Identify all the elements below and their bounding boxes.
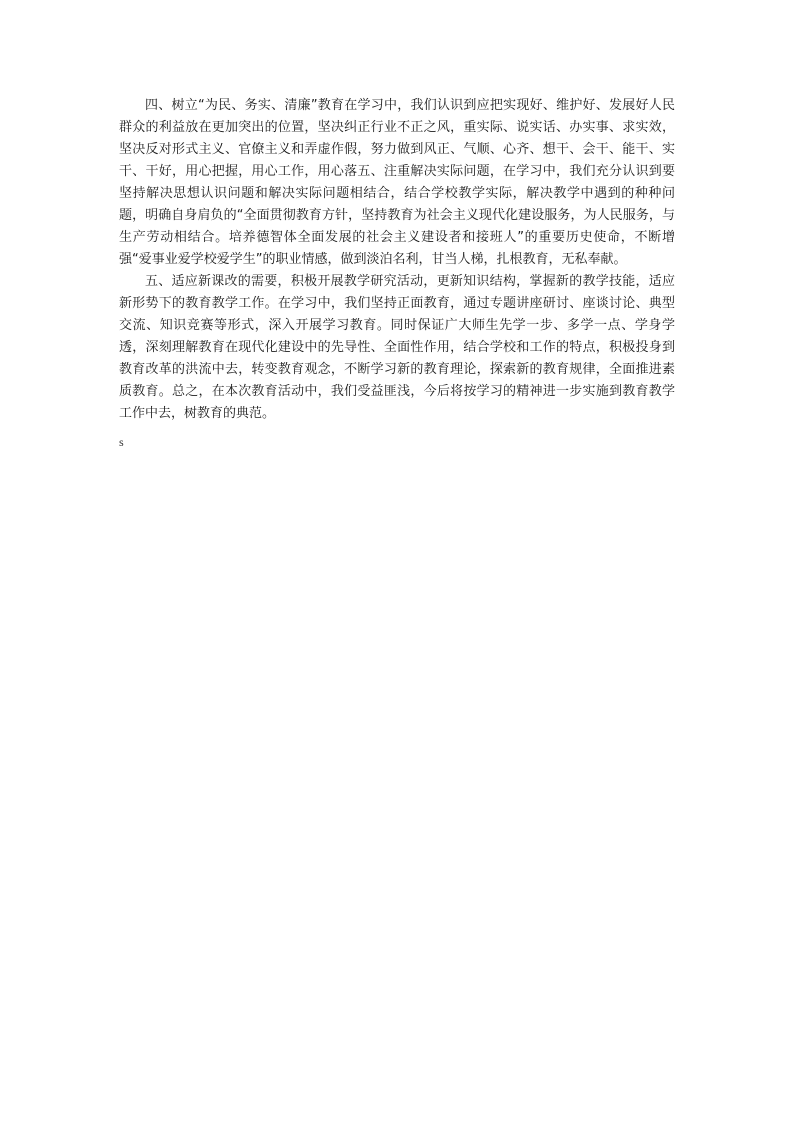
paragraph-section-five: 五、适应新课改的需要，积极开展教学研究活动，更新知识结构，掌握新的教学技能，适应新形势下的教育教学工作。在学习中，我们坚持正面教育，通过专题讲座研讨、座谈讨论、典型交流、知识竞赛等形式，深入开展学习教育。同时保证广大师生先学一步、多学一点、学身学透，深刻理解教育在现代化建设中的先导性、全面性作用，结合学校和工作的特点，积极投身到教育改革的洪流中去，转变教育观念，不断学习新的教育理论，探索新的教育规律，全面推进素质教育。总之，在本次教育活动中，我们受益匪浅，今后将按学习的精神进一步实施到教育教学工作中去，树教育的典范。 <box>119 274 675 421</box>
stray-character: s <box>119 435 124 449</box>
paragraph-section-four: 四、树立“为民、务实、清廉”教育在学习中，我们认识到应把实现好、维护好、发展好人民群众的利益放在更加突出的位置，坚决纠正行业不正之风，重实际、说实话、办实事、求实效，坚决反对形式主义、官僚主义和弄虚作假，努力做到风正、气顺、心齐、想干、会干、能干、实干、干好，用心把握，用心工作，用心落五、注重解决实际问题，在学习中，我们充分认识到要坚持解决思想认识问题和解决实际问题相结合，结合学校教学实际，解决教学中遇到的种种问题，明确自身肩负的“全面贯彻教育方针，坚持教育为社会主义现代化建设服务，为人民服务，与生产劳动相结合。培养德智体全面发展的社会主义建设者和接班人”的重要历史使命，不断增强“爱事业爱学校爱学生”的职业情感，做到淡泊名利，甘当人梯，扎根教育，无私奉献。 <box>119 98 675 267</box>
document-body <box>119 95 675 425</box>
